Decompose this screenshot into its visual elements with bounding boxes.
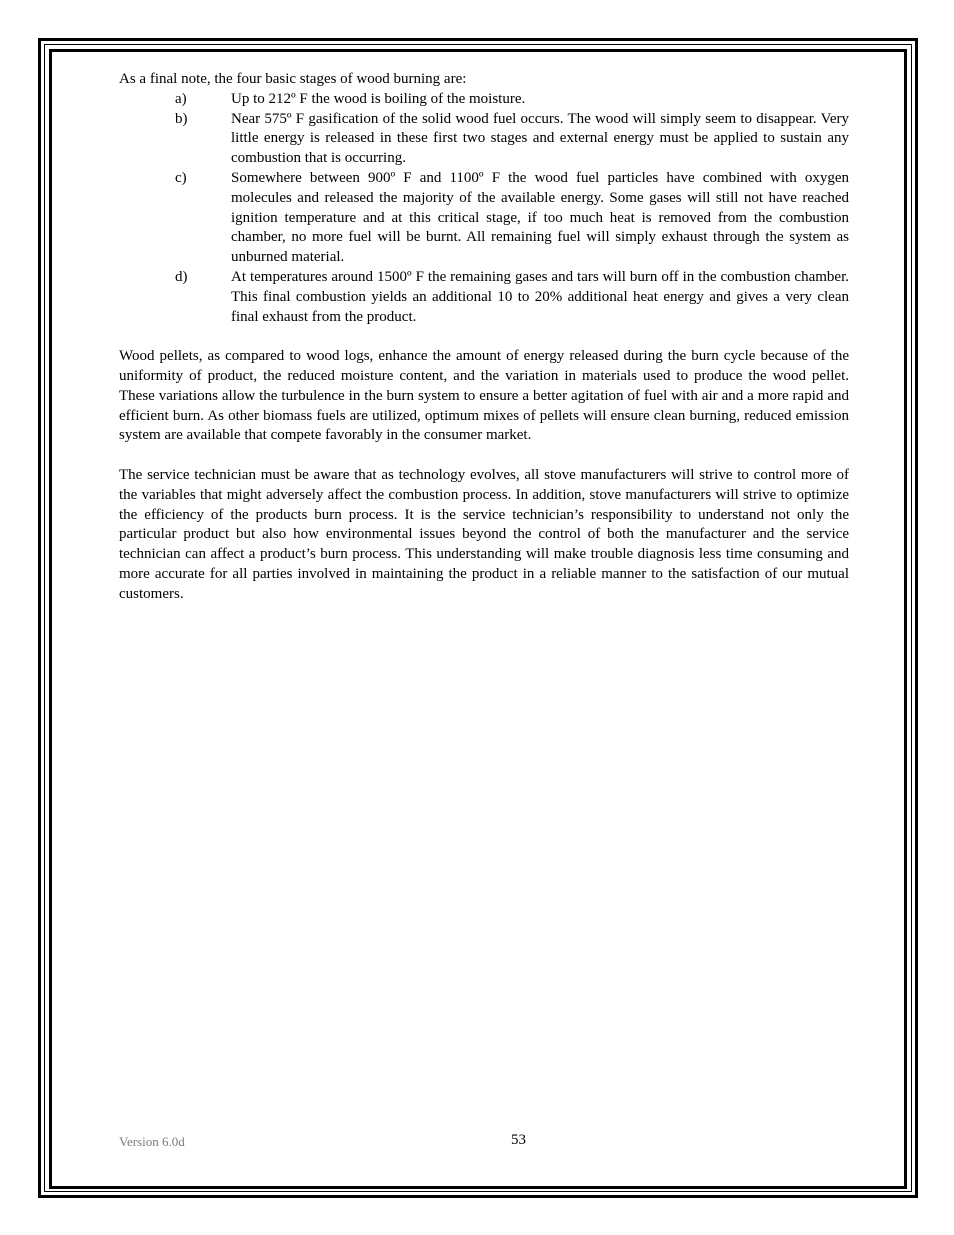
- footer-version: Version 6.0d: [119, 1134, 185, 1149]
- stage-label: a): [175, 90, 187, 107]
- stage-label: d): [175, 268, 188, 285]
- stage-text: At temperatures around 1500º F the remaining gases and tars will burn off in the combustion chamber. This final combustion yields an additional 10 to 20% additional heat energy and gives a very clean final exhaust from the product.: [231, 268, 849, 325]
- burning-stages-list: [119, 90, 849, 328]
- paragraph-wood-pellets: Wood pellets, as compared to wood logs, enhance the amount of energy released during the burn cycle because of the uniformity of product, the reduced moisture content, and the variation in materials used to produce the wood pellet. These variations allow the turbulence in the burn system to ensure a better agitation of fuel with air and a more rapid and efficient burn. As other biomass fuels are utilized, optimum mixes of pellets will ensure clean burning, reduced emission system are available that compete favorably in the consumer market.: [119, 348, 849, 444]
- stage-text: Up to 212º F the wood is boiling of the moisture.: [231, 90, 526, 107]
- stage-label: b): [175, 110, 188, 127]
- stage-label: c): [175, 169, 187, 186]
- list-item: [119, 268, 849, 327]
- document-body: [119, 70, 849, 605]
- paragraph-service-technician: The service technician must be aware that as technology evolves, all stove manufacturers will strive to control more of the variables that might adversely affect the combustion process. In addition, stove manufacturers will strive to optimize the efficiency of the products burn process. It is the service technician’s responsibility to understand not only the particular product but also how environmental issues beyond the control of both the manufacturer and the service technician can affect a product’s burn process. This understanding will make trouble diagnosis less time consuming and more accurate for all parties involved in maintaining the product in a reliable manner to the satisfaction of our mutual customers.: [119, 466, 849, 602]
- list-item: [119, 169, 849, 268]
- stage-text: Somewhere between 900º F and 1100º F the wood fuel particles have combined with oxygen molecules and released the majority of the available energy. Some gases will still not have reached ignition temperature and at this critical stage, if too much heat is removed from the combustion chamber, no more fuel will be burnt. All remaining fuel will simply exhaust through the system as unburned material.: [231, 169, 849, 266]
- stage-text: Near 575º F gasification of the solid wood fuel occurs. The wood will simply seem to disappear. Very little energy is released in these first two stages and external energy must be applied to sustain any combustion that is occurring.: [231, 110, 849, 167]
- list-item: [119, 110, 849, 169]
- intro-line: As a final note, the four basic stages of wood burning are:: [119, 71, 467, 87]
- page-number: 53: [511, 1132, 526, 1148]
- list-item: [119, 90, 849, 110]
